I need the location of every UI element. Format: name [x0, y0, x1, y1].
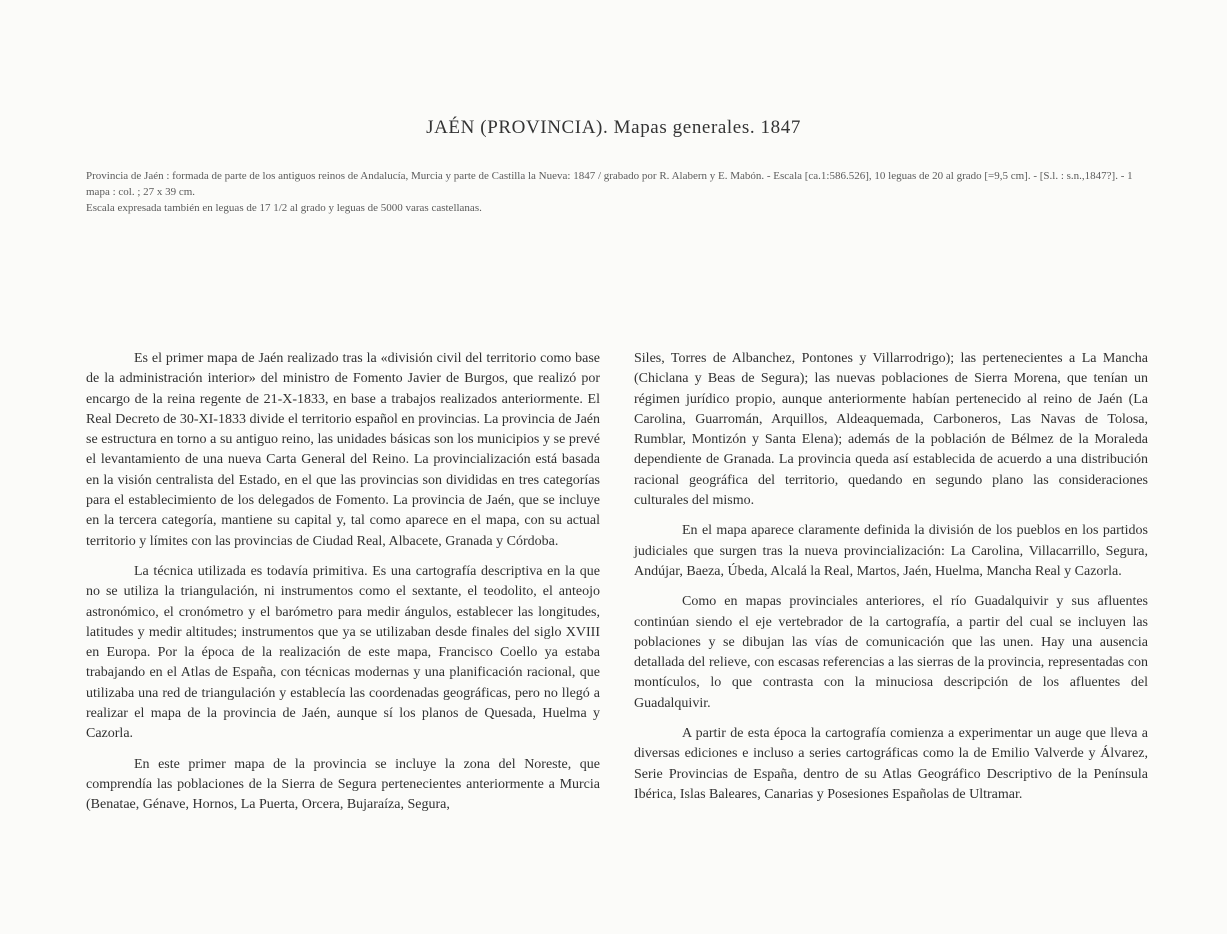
body-paragraph: En este primer mapa de la provincia se incluye la zona del Noreste, que comprendía las poblaciones de la Sierra de Segura pertenecientes anteriormente a Murcia (Benatae, Génave, Hornos, La Puerta, Orcera, Bujaraíza, Segura,	[86, 756, 600, 813]
body-paragraph-continued: Siles, Torres de Albanchez, Pontones y Villarrodrigo); las pertenecientes a La Mancha (Chiclana y Beas de Segura); las nuevas poblaciones de Sierra Morena, que tenían un régimen jurídico propio, aunque anteriormente habían pertenecido al reino de Jaén (La Carolina, Guarromán, Arquillos, Aldeaquemada, Carboneros, Las Navas de Tolosa, Rumblar, Montizón y Santa Elena); además de la población de Bélmez de la Moraleda dependiente de Granada. La provincia queda así establecida de acuerdo a una distribución racional geográfica del territorio, quedando en segundo plano las consideraciones culturales del mismo.	[634, 351, 1148, 509]
right-text-column	[634, 349, 1148, 805]
body-paragraph: Como en mapas provinciales anteriores, el río Guadalquivir y sus afluentes continúan siendo el eje vertebrador de la cartografía, a partir del cual se incluyen las poblaciones y se dibujan las vías de comunicación que las unen. Hay una ausencia detallada del relieve, con escasas referencias a las sierras de la provincia, representadas con montículos, lo que contrasta con la minuciosa descripción de los afluentes del Guadalquivir.	[634, 594, 1148, 711]
catalog-record	[86, 168, 1146, 216]
body-paragraph: Es el primer mapa de Jaén realizado tras la «división civil del territorio como base de la administración interior» del ministro de Fomento Javier de Burgos, que realizó por encargo de la reina regente de 21-X-1833, en base a trabajos realizados anteriormente. El Real Decreto de 30-XI-1833 divide el territorio español en provincias. La provincia de Jaén se estructura en torno a su antiguo reino, las unidades básicas son los municipios y se prevé el levantamiento de una nueva Carta General del Reino. La provincialización está basada en la visión centralista del Estado, en el que las provincias son divididas en tres categorías para el establecimiento de los delegados de Fomento. La provincia de Jaén, que se incluye en la tercera categoría, mantiene su capital y, tal como aparece en el mapa, con su actual territorio y límites con las provincias de Ciudad Real, Albacete, Granada y Córdoba.	[86, 351, 600, 549]
body-paragraph: En el mapa aparece claramente definida la división de los pueblos en los partidos judiciales que surgen tras la nueva provincialización: La Carolina, Villacarrillo, Segura, Andújar, Baeza, Úbeda, Alcalá la Real, Martos, Jaén, Huelma, Mancha Real y Cazorla.	[634, 523, 1148, 579]
body-paragraph: La técnica utilizada es todavía primitiva. Es una cartografía descriptiva en la que no se utiliza la triangulación, ni instrumentos como el sextante, el teodolito, el anteojo astronómico, el cronómetro y el barómetro para medir ángulos, establecer las longitudes, latitudes y medir altitudes; instrumentos que ya se utilizaban desde finales del siglo XVIII en Europa. Por la época de la realización de este mapa, Francisco Coello ya estaba trabajando en el Atlas de España, con técnicas modernas y una planificación racional, que utilizaba una red de triangulación y establecía las coordenadas geográficas, pero no llegó a realizar el mapa de la provincia de Jaén, aunque sí los planos de Quesada, Huelma y Cazorla.	[86, 563, 600, 742]
page-title: JAÉN (PROVINCIA). Mapas generales. 1847	[426, 117, 801, 138]
catalog-record-scale-note: Escala expresada también en leguas de 17 1/2 al grado y leguas de 5000 varas castellanas.	[86, 202, 482, 214]
left-text-column	[86, 349, 600, 816]
catalog-record-description: Provincia de Jaén : formada de parte de los antiguos reinos de Andalucía, Murcia y parte de Castilla la Nueva: 1847 / grabado por R. Alabern y E. Mabón. - Escala [ca.1:586.526], 10 leguas de 20 al grado [=9,5 cm]. - [S.l. : s.n.,1847?]. - 1 mapa : col. ; 27 x 39 cm.	[86, 170, 1133, 198]
body-paragraph: A partir de esta época la cartografía comienza a experimentar un auge que lleva a diversas ediciones e incluso a series cartográficas como la de Emilio Valverde y Álvarez, Serie Provincias de España, dentro de su Atlas Geográfico Descriptivo de la Península Ibérica, Islas Baleares, Canarias y Posesiones Españolas de Ultramar.	[634, 726, 1148, 802]
